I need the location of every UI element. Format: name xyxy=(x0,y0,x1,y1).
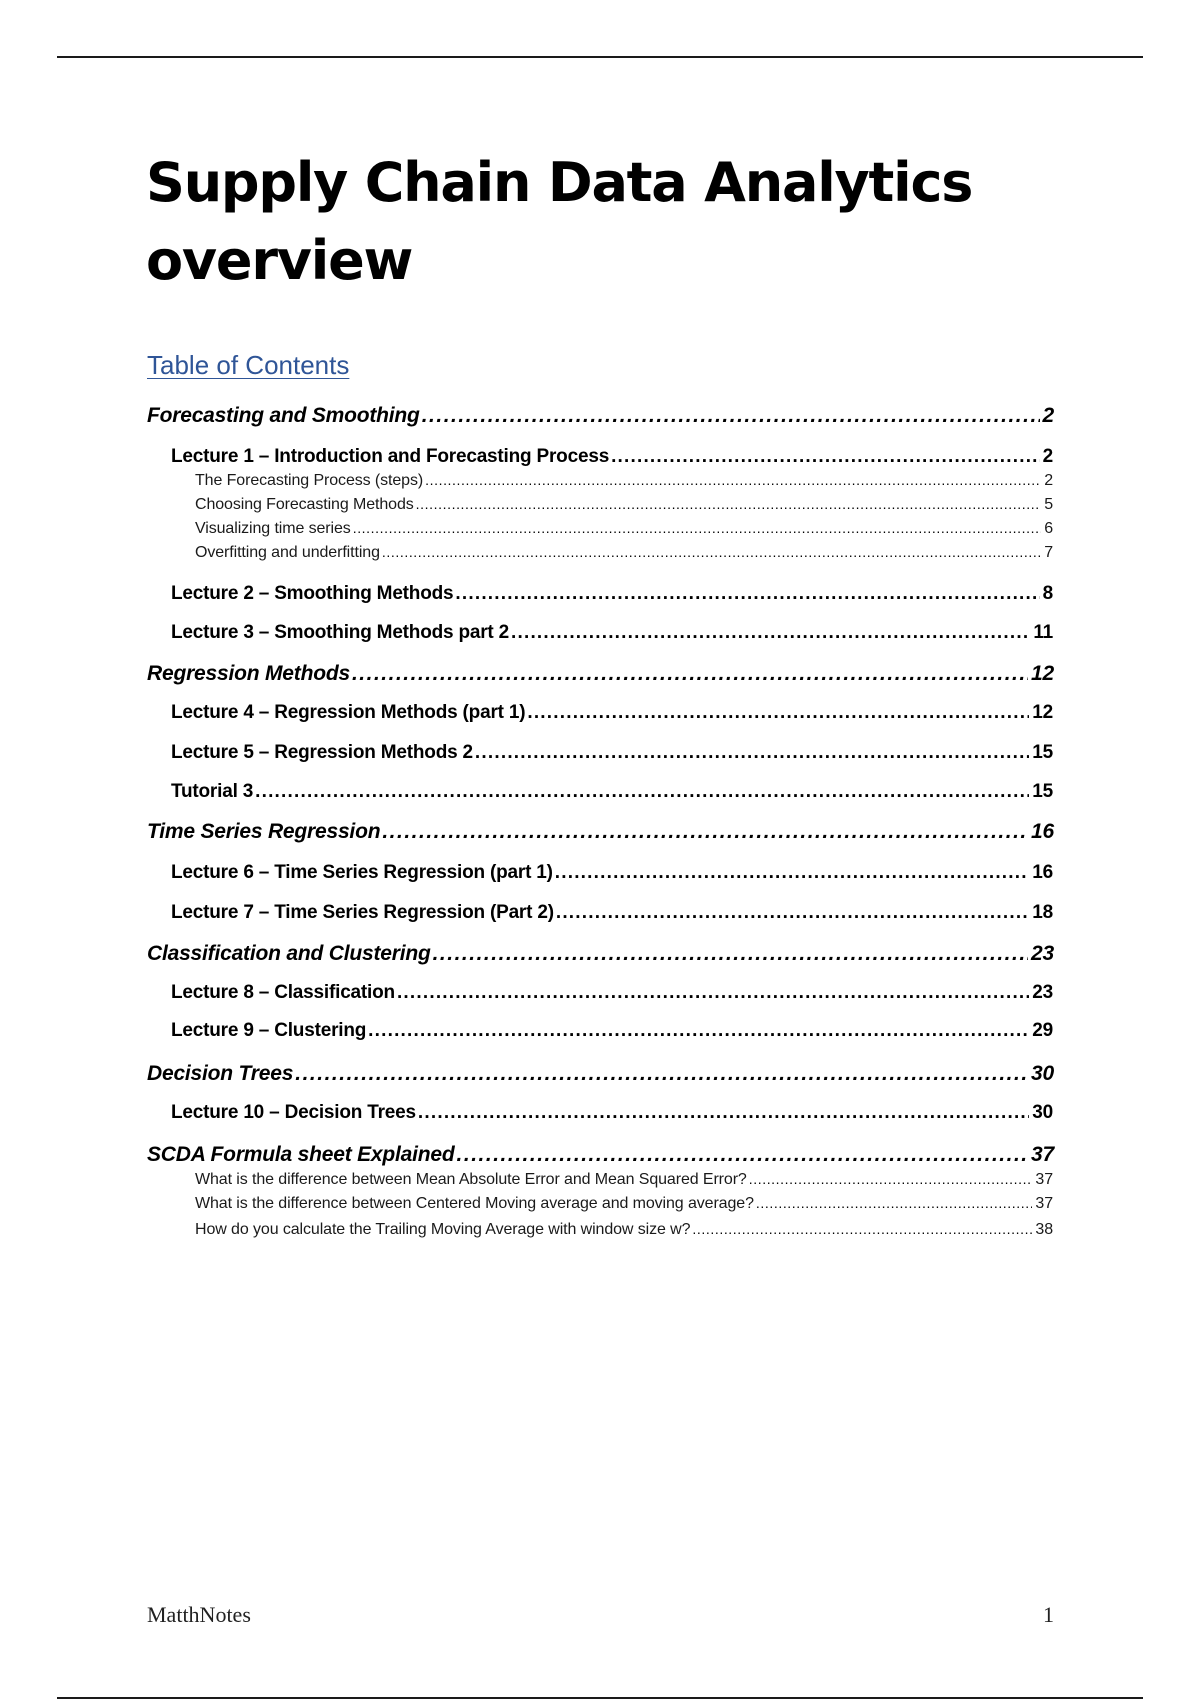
toc-subentry-overfitting[interactable] xyxy=(195,544,1053,562)
toc-entry-text: Choosing Forecasting Methods xyxy=(195,496,414,513)
toc-leader xyxy=(382,820,1028,844)
toc-entry-text: SCDA Formula sheet Explained xyxy=(147,1143,455,1166)
toc-entry-text: Overfitting and underfitting xyxy=(195,544,380,561)
toc-subentry-forecasting-process[interactable] xyxy=(195,472,1053,490)
toc-leader xyxy=(457,1143,1029,1167)
toc-leader xyxy=(353,520,1041,536)
toc-lecture-7[interactable] xyxy=(171,902,1053,924)
toc-page-number: 37 xyxy=(1035,1171,1053,1188)
toc-lecture-1[interactable] xyxy=(171,446,1053,468)
toc-entry-text: Lecture 7 – Time Series Regression (Part 2) xyxy=(171,902,554,923)
toc-page-number: 30 xyxy=(1032,1102,1053,1123)
toc-entry-text: Time Series Regression xyxy=(147,820,381,843)
toc-lecture-9[interactable] xyxy=(171,1020,1053,1042)
toc-entry-text: What is the difference between Mean Absolute Error and Mean Squared Error? xyxy=(195,1171,747,1188)
toc-lecture-3[interactable] xyxy=(171,622,1053,644)
toc-entry-text: Lecture 1 – Introduction and Forecasting Process xyxy=(171,446,610,467)
toc-entry-text: Classification and Clustering xyxy=(147,942,431,965)
toc-page-number: 2 xyxy=(1044,472,1053,489)
toc-entry-text: Lecture 5 – Regression Methods 2 xyxy=(171,742,473,763)
toc-page-number: 7 xyxy=(1044,544,1053,561)
toc-section-forecasting[interactable] xyxy=(147,404,1054,428)
toc-leader xyxy=(556,902,1029,924)
toc-page-number: 23 xyxy=(1031,942,1054,965)
toc-page-number: 2 xyxy=(1042,446,1053,467)
toc-lecture-8[interactable] xyxy=(171,982,1053,1004)
toc-entry-text: Tutorial 3 xyxy=(171,781,254,802)
toc-entry-text: Visualizing time series xyxy=(195,520,351,537)
header-rule xyxy=(57,56,1143,58)
toc-page-number: 12 xyxy=(1032,702,1053,723)
toc-leader xyxy=(295,1062,1028,1086)
toc-page-number: 29 xyxy=(1032,1020,1053,1041)
toc-heading[interactable]: Table of Contents xyxy=(147,350,350,380)
toc-entry-text: Lecture 4 – Regression Methods (part 1) xyxy=(171,702,526,723)
toc-section-formula-sheet[interactable] xyxy=(147,1143,1054,1167)
toc-page-number: 12 xyxy=(1031,662,1054,685)
toc-page-number: 15 xyxy=(1032,742,1053,763)
toc-lecture-2[interactable] xyxy=(171,583,1053,605)
toc-leader xyxy=(555,862,1030,884)
toc-page-number: 37 xyxy=(1031,1143,1054,1166)
toc-leader xyxy=(425,472,1041,488)
toc-subentry-trailing-ma[interactable] xyxy=(195,1221,1053,1239)
toc-leader xyxy=(611,446,1040,468)
toc-subentry-choosing-methods[interactable] xyxy=(195,496,1053,514)
toc-entry-text: Regression Methods xyxy=(147,662,350,685)
footer-author: MatthNotes xyxy=(147,1602,251,1627)
toc-section-classification[interactable] xyxy=(147,942,1054,966)
toc-entry-text: Lecture 8 – Classification xyxy=(171,982,395,1003)
toc-leader xyxy=(756,1195,1033,1211)
toc-page-number: 6 xyxy=(1044,520,1053,537)
toc-section-time-series[interactable] xyxy=(147,820,1054,844)
toc-lecture-5[interactable] xyxy=(171,742,1053,764)
toc-page-number: 16 xyxy=(1031,820,1054,843)
toc-entry-text: Forecasting and Smoothing xyxy=(147,404,420,427)
toc-entry-text: Lecture 9 – Clustering xyxy=(171,1020,367,1041)
toc-leader xyxy=(368,1020,1029,1042)
toc-section-regression[interactable] xyxy=(147,662,1054,686)
toc-leader xyxy=(475,742,1029,764)
toc-page-number: 30 xyxy=(1031,1062,1054,1085)
toc-leader xyxy=(692,1221,1032,1237)
toc-page-number: 2 xyxy=(1042,404,1054,427)
toc-lecture-4[interactable] xyxy=(171,702,1053,724)
toc-page-number: 16 xyxy=(1032,862,1053,883)
toc-page-number: 37 xyxy=(1035,1195,1053,1212)
toc-page-number: 15 xyxy=(1032,781,1053,802)
toc-page-number: 11 xyxy=(1033,622,1053,643)
toc-entry-text: Decision Trees xyxy=(147,1062,294,1085)
toc-leader xyxy=(382,544,1041,560)
toc-entry-text: Lecture 3 – Smoothing Methods part 2 xyxy=(171,622,510,643)
toc-entry-text: Lecture 6 – Time Series Regression (part 1) xyxy=(171,862,553,883)
toc-leader xyxy=(422,404,1040,428)
toc-lecture-6[interactable] xyxy=(171,862,1053,884)
toc-entry-text: How do you calculate the Trailing Moving Average with window size w? xyxy=(195,1221,691,1238)
toc-leader xyxy=(749,1171,1033,1187)
toc-page-number: 8 xyxy=(1042,583,1053,604)
toc-leader xyxy=(397,982,1029,1004)
toc-leader xyxy=(527,702,1029,724)
toc-subentry-centered-ma[interactable] xyxy=(195,1195,1053,1213)
toc-entry-text: Lecture 10 – Decision Trees xyxy=(171,1102,416,1123)
toc-page-number: 38 xyxy=(1035,1221,1053,1238)
toc-page-number: 23 xyxy=(1032,982,1053,1003)
toc-leader xyxy=(511,622,1030,644)
toc-leader xyxy=(418,1102,1029,1124)
toc-entry-text: The Forecasting Process (steps) xyxy=(195,472,424,489)
toc-leader xyxy=(255,781,1029,803)
toc-page-number: 5 xyxy=(1044,496,1053,513)
toc-subentry-visualizing[interactable] xyxy=(195,520,1053,538)
toc-leader xyxy=(352,662,1028,686)
toc-section-decision-trees[interactable] xyxy=(147,1062,1054,1086)
document-title-line-1: Supply Chain Data Analytics xyxy=(146,151,973,214)
toc-leader xyxy=(433,942,1028,966)
toc-leader xyxy=(455,583,1039,605)
toc-subentry-mae-mse[interactable] xyxy=(195,1171,1053,1189)
document-title-line-2: overview xyxy=(146,229,413,292)
toc-entry-text: Lecture 2 – Smoothing Methods xyxy=(171,583,454,604)
toc-tutorial-3[interactable] xyxy=(171,781,1053,803)
footer-page-number: 1 xyxy=(1043,1602,1054,1627)
toc-lecture-10[interactable] xyxy=(171,1102,1053,1124)
toc-page-number: 18 xyxy=(1032,902,1053,923)
toc-entry-text: What is the difference between Centered Moving average and moving average? xyxy=(195,1195,754,1212)
footer-rule xyxy=(57,1697,1143,1699)
document-title xyxy=(146,144,1046,300)
toc-leader xyxy=(416,496,1042,512)
